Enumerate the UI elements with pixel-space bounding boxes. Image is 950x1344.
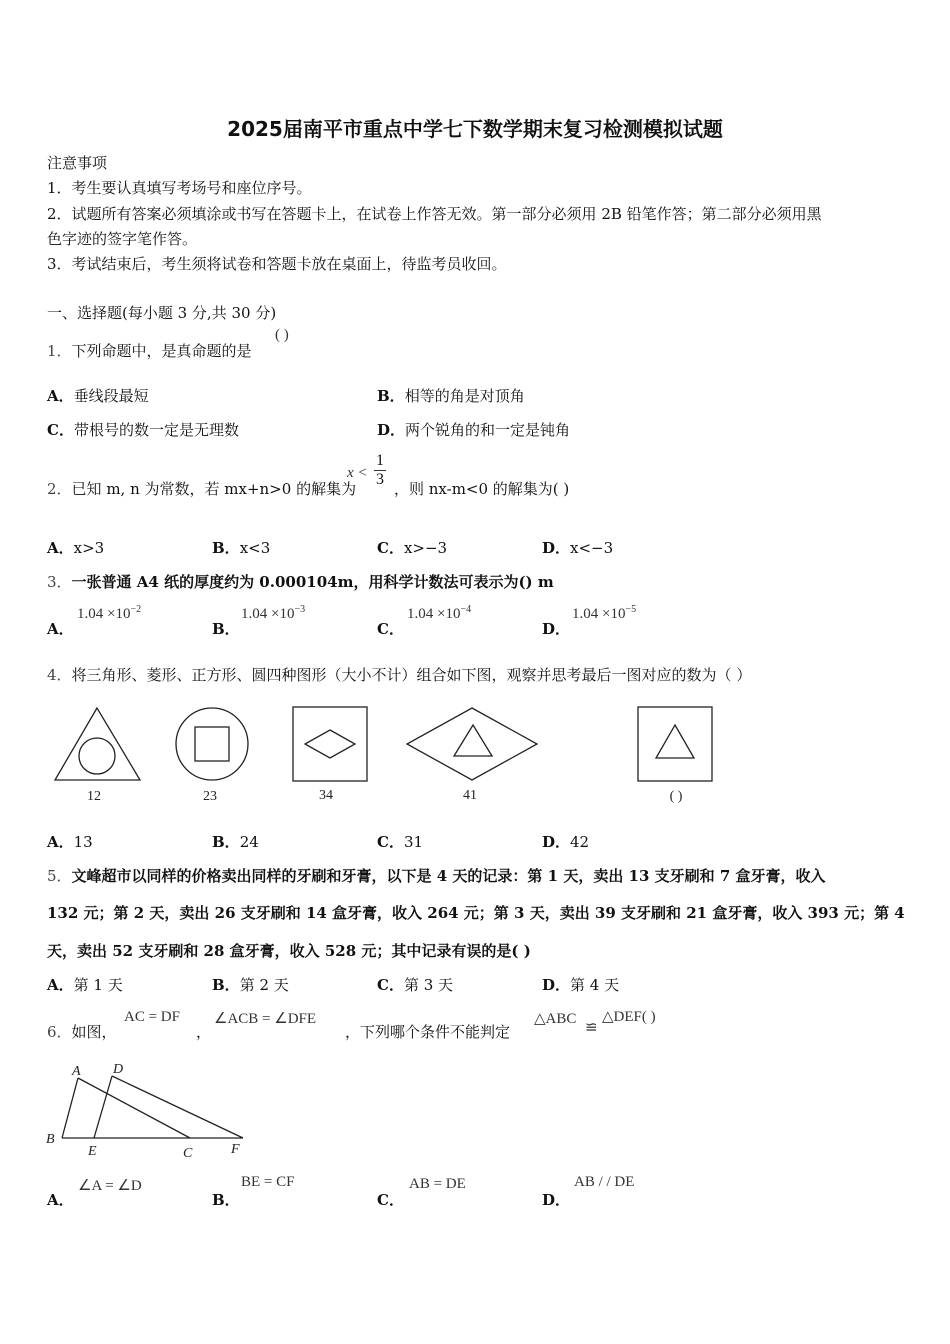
question-number: 1． xyxy=(47,342,72,360)
option-c[interactable]: C．带根号的数一定是无理数 xyxy=(47,421,239,439)
option-a[interactable]: A．第 1 天 xyxy=(47,976,123,994)
option-a-label[interactable]: A． xyxy=(47,1191,74,1209)
option-b-label[interactable]: B． xyxy=(212,620,240,638)
page-title: 2025届南平市重点中学七下数学期末复习检测模拟试题 xyxy=(227,117,723,141)
option-c[interactable]: C．x>−3 xyxy=(377,539,448,557)
option-b-label[interactable]: B． xyxy=(212,1191,240,1209)
square-shape xyxy=(195,727,229,761)
question-1 xyxy=(47,340,252,361)
inequality-var: x < xyxy=(347,465,368,481)
question-4: 4．将三角形、菱形、正方形、圆四种图形（大小不计）组合如下图，观察并思考最后一图对应的数为（ ） xyxy=(47,666,752,684)
option-a[interactable]: A．13 xyxy=(47,833,93,851)
option-d-value[interactable]: AB / / DE xyxy=(574,1174,635,1190)
triangle-figure xyxy=(40,1058,260,1163)
question-3: 3．一张普通 A4 纸的厚度约为 0.000104m，用科学计数法可表示为() m xyxy=(47,573,554,591)
notice-heading: 注意事项 xyxy=(47,154,108,172)
question-5: 5．文峰超市以同样的价格卖出同样的牙刷和牙膏，以下是 4 天的记录：第 1 天，卖出 13 支牙刷和 7 盒牙膏，收入 xyxy=(47,867,826,885)
question-2: 2．已知 m, n 为常数，若 mx+n>0 的解集为 xyxy=(47,480,357,498)
figure-label: 34 xyxy=(319,788,333,803)
option-c[interactable]: C．第 3 天 xyxy=(377,976,454,994)
question-5-line: 天，卖出 52 支牙刷和 28 盒牙膏，收入 528 元；其中记录有误的是( ) xyxy=(47,942,531,960)
option-a-label[interactable]: A． xyxy=(47,620,74,638)
option-a-value[interactable]: $1.04 \times 10^{-2}$ xyxy=(77,604,142,622)
figure-label: 41 xyxy=(463,788,477,803)
rhombus-shape xyxy=(305,730,355,758)
question-6-cont: ，下列哪个条件不能判定 xyxy=(345,1023,511,1041)
triangle-shape xyxy=(656,725,694,758)
notice-item: 1．考生要认真填写考场号和座位序号。 xyxy=(47,179,312,197)
option-b-value[interactable]: $1.04 \times 10^{-3}$ xyxy=(241,604,306,622)
vertex-label: B xyxy=(46,1132,55,1147)
triangle-abc: △ABC xyxy=(534,1011,577,1027)
question-5-line: 132 元；第 2 天，卖出 26 支牙刷和 14 盒牙膏，收入 264 元；第 3 天，卖出 39 支牙刷和 21 盒牙膏，收入 393 元；第 4 xyxy=(47,904,905,922)
option-a-value[interactable]: ∠A = ∠D xyxy=(78,1178,142,1194)
comma: ， xyxy=(196,1023,212,1041)
fraction-one-third: $\frac{1}{3}$ xyxy=(376,452,384,488)
section-heading: 一、选择题(每小题 3 分,共 30 分) xyxy=(47,304,277,322)
congruent-symbol: ≌ xyxy=(585,1020,598,1036)
option-b[interactable]: B．24 xyxy=(212,833,259,851)
figure-label: 23 xyxy=(203,789,217,804)
condition-angle: ∠ACB = ∠DFE xyxy=(214,1011,317,1027)
option-d-value[interactable]: $1.04 \times 10^{-5}$ xyxy=(572,604,637,622)
shapes-figure xyxy=(40,700,730,810)
notice-item: 3．考试结束后，考生须将试卷和答题卡放在桌面上，待监考员收回。 xyxy=(47,255,507,273)
option-b[interactable]: B．第 2 天 xyxy=(212,976,289,994)
option-b[interactable]: B．相等的角是对顶角 xyxy=(377,387,525,405)
figure-label: ( ) xyxy=(669,789,683,804)
condition-ac-df: AC = DF xyxy=(124,1009,180,1025)
answer-paren: ( ) xyxy=(275,327,289,343)
triangle-def: △DEF( ) xyxy=(602,1009,656,1025)
rhombus-shape xyxy=(407,708,537,780)
option-c-value[interactable]: AB = DE xyxy=(409,1176,466,1192)
vertex-label: F xyxy=(231,1142,240,1157)
option-b[interactable]: B．x<3 xyxy=(212,539,271,557)
option-c-label[interactable]: C． xyxy=(377,620,404,638)
vertex-label: C xyxy=(183,1146,193,1161)
option-d-label[interactable]: D． xyxy=(542,620,571,638)
option-d[interactable]: D．两个锐角的和一定是钝角 xyxy=(377,421,571,439)
vertex-label: D xyxy=(113,1062,124,1077)
option-c-label[interactable]: C． xyxy=(377,1191,404,1209)
option-d[interactable]: D．x<−3 xyxy=(542,539,614,557)
question-text: 下列命题中，是真命题的是 xyxy=(71,342,252,360)
option-d[interactable]: D．42 xyxy=(542,833,590,851)
circle-shape xyxy=(79,738,115,774)
notice-item: 色字迹的签字笔作答。 xyxy=(47,230,198,248)
option-d[interactable]: D．第 4 天 xyxy=(542,976,620,994)
option-b-value[interactable]: BE = CF xyxy=(241,1174,295,1190)
triangle-shape xyxy=(454,725,492,756)
option-a[interactable]: A．垂线段最短 xyxy=(47,387,149,405)
triangle-shape xyxy=(55,708,140,780)
question-2-cont: ，则 nx-m<0 的解集为( ) xyxy=(394,480,570,498)
figure-label: 12 xyxy=(87,789,101,804)
option-c[interactable]: C．31 xyxy=(377,833,424,851)
notice-item: 2．试题所有答案必须填涂或书写在答题卡上，在试卷上作答无效。第一部分必须用 2B 铅笔作答；第二部分必须用黑 xyxy=(47,205,822,223)
vertex-label: A xyxy=(72,1064,81,1079)
square-shape xyxy=(638,707,712,781)
option-d-label[interactable]: D． xyxy=(542,1191,571,1209)
circle-shape xyxy=(176,708,248,780)
question-6: 6．如图， xyxy=(47,1023,117,1041)
option-c-value[interactable]: $1.04 \times 10^{-4}$ xyxy=(407,604,472,622)
vertex-label: E xyxy=(88,1144,97,1159)
option-a[interactable]: A．x>3 xyxy=(47,539,105,557)
